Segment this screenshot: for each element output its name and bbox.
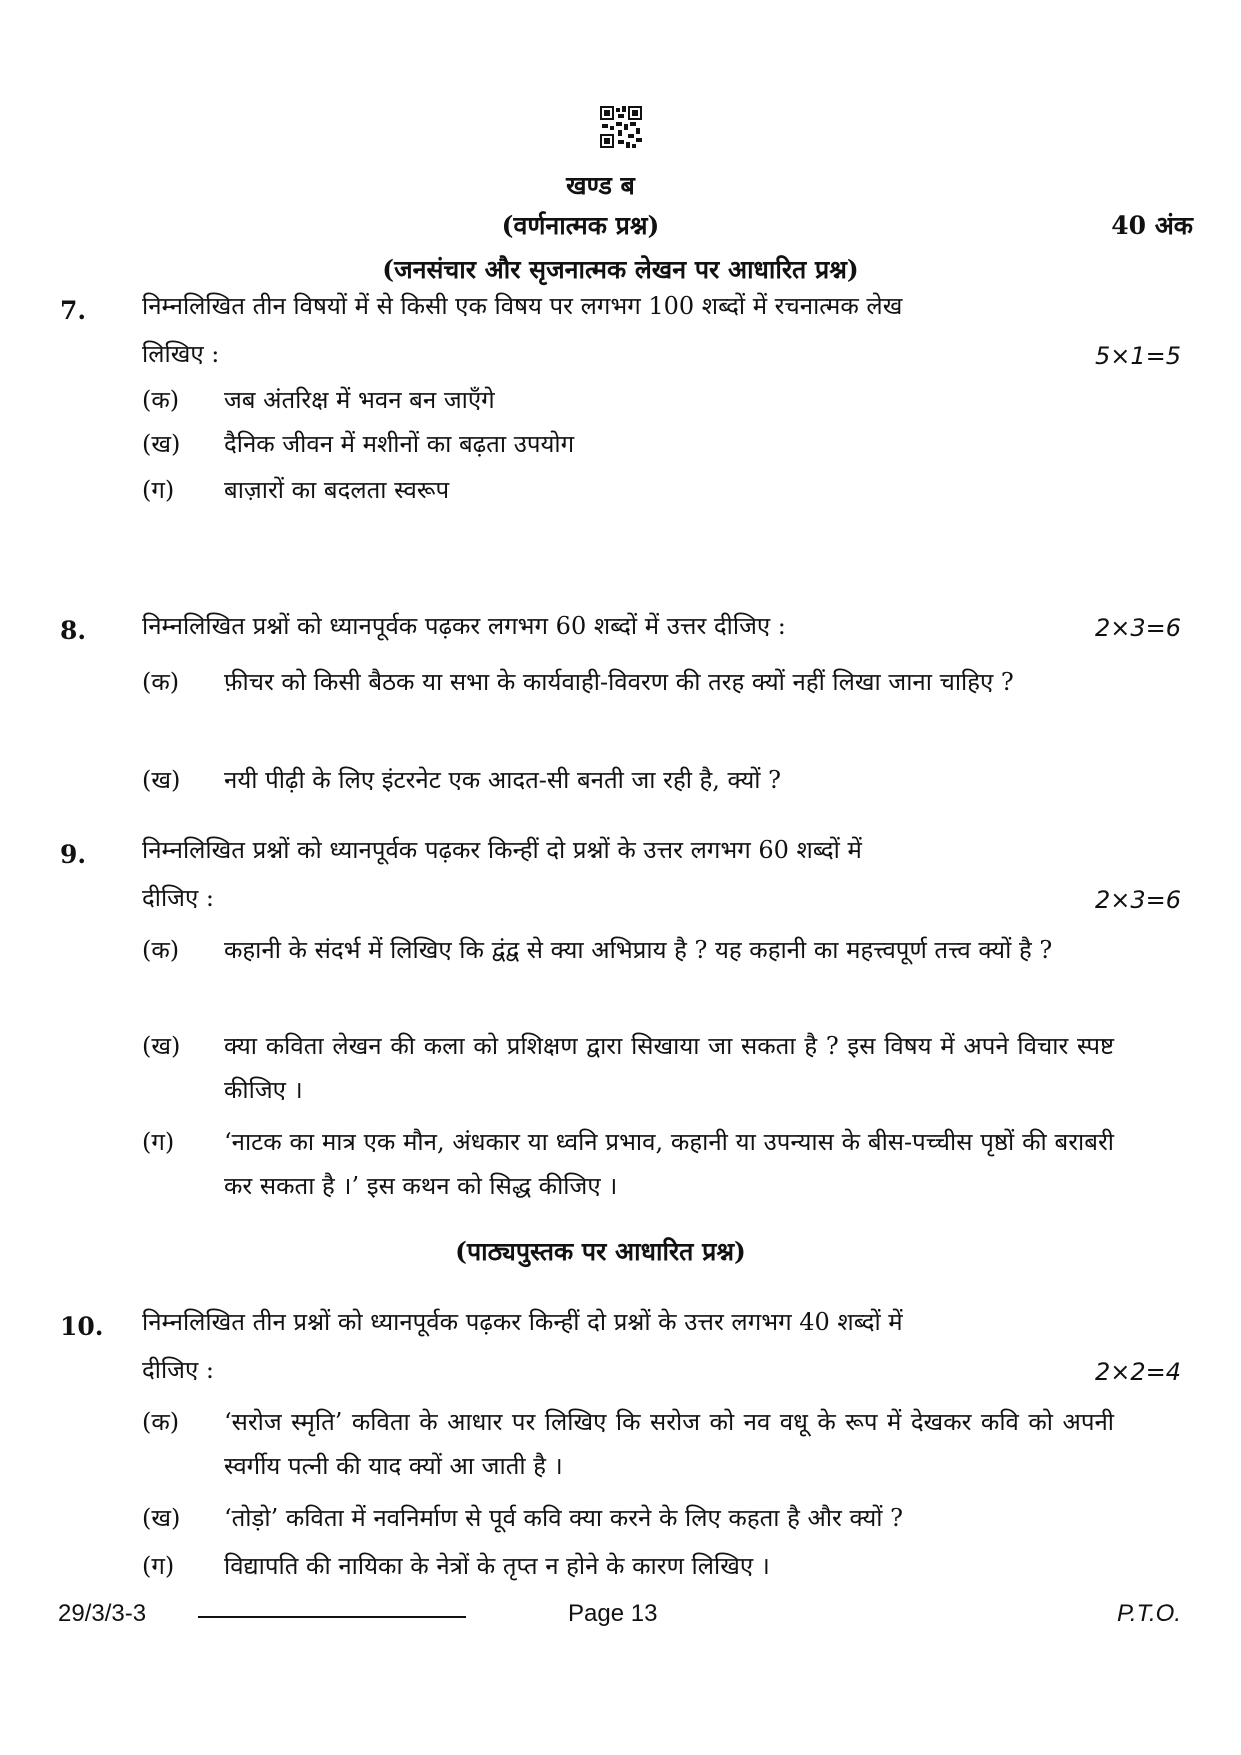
- question-text: [142, 282, 1114, 378]
- option-label: (ग): [142, 476, 175, 504]
- question-text-line: निम्नलिखित तीन प्रश्नों को ध्यानपूर्वक पढ़कर किन्हीं दो प्रश्नों के उत्तर लगभग 40 शब्दों में: [142, 1308, 903, 1336]
- question-text: [142, 602, 1114, 650]
- question-text-line: निम्नलिखित तीन विषयों में से किसी एक विषय पर लगभग 100 शब्दों में रचनात्मक लेख: [142, 292, 903, 320]
- option-label: (क): [142, 668, 180, 696]
- question-text-line: निम्नलिखित प्रश्नों को ध्यानपूर्वक पढ़कर लगभग 60 शब्दों में उत्तर दीजिए :: [142, 612, 786, 640]
- option-label: (ग): [142, 1552, 175, 1580]
- question-number: 10.: [60, 1312, 104, 1341]
- option-label: (ख): [142, 1032, 181, 1060]
- option-text: ‘नाटक का मात्र एक मौन, अंधकार या ध्वनि प्रभाव, कहानी या उपन्यास के बीस-पच्चीस पृष्ठों की बराबरी कर सकता है ।’ इस कथन को सिद्ध कीजिए ।: [224, 1128, 1114, 1200]
- option-text: फ़ीचर को किसी बैठक या सभा के कार्यवाही-विवरण की तरह क्यों नहीं लिखा जाना चाहिए ?: [224, 668, 1014, 696]
- question-text-line: दीजिए :: [142, 884, 214, 912]
- question-text-line: लिखिए :: [142, 340, 220, 368]
- question-marks: 2×3=6: [1094, 886, 1181, 914]
- option-text: जब अंतरिक्ष में भवन बन जाएँगे: [224, 386, 495, 414]
- section-subtitle: (वर्णनात्मक प्रश्न): [501, 211, 660, 240]
- question-marks: 2×2=4: [1094, 1358, 1181, 1386]
- option-text: क्या कविता लेखन की कला को प्रशिक्षण द्वारा सिखाया जा सकता है ? इस विषय में अपने विचार स्पष्ट कीजिए ।: [224, 1032, 1114, 1104]
- option-label: (ग): [142, 1128, 175, 1156]
- option-text: विद्यापति की नायिका के नेत्रों के तृप्त न होने के कारण लिखिए ।: [224, 1552, 770, 1580]
- option-label: (ख): [142, 766, 181, 794]
- option-text: बाज़ारों का बदलता स्वरूप: [224, 476, 450, 504]
- section-title: खण्ड ब: [566, 171, 635, 200]
- option-text: कहानी के संदर्भ में लिखिए कि द्वंद्व से क्या अभिप्राय है ? यह कहानी का महत्त्वपूर्ण तत्त्व क्यों है ?: [224, 936, 1053, 964]
- option-text: ‘तोड़ो’ कविता में नवनिर्माण से पूर्व कवि क्या करने के लिए कहता है और क्यों ?: [224, 1504, 903, 1532]
- footer-divider: [198, 1616, 466, 1618]
- question-text: [142, 1298, 1114, 1394]
- option-label: (ख): [142, 430, 181, 458]
- paper-code: 29/3/3-3: [58, 1600, 147, 1627]
- question-number: 7.: [60, 296, 87, 325]
- question-text-line: दीजिए :: [142, 1356, 214, 1384]
- option-label: (क): [142, 1408, 180, 1436]
- option-text: दैनिक जीवन में मशीनों का बढ़ता उपयोग: [224, 430, 575, 458]
- total-marks: 40 अंक: [1111, 211, 1193, 240]
- question-marks: 2×3=6: [1094, 614, 1181, 642]
- question-number: 9.: [60, 840, 87, 869]
- question-marks: 5×1=5: [1094, 342, 1181, 370]
- option-text: ‘सरोज स्मृति’ कविता के आधार पर लिखिए कि सरोज को नव वधू के रूप में देखकर कवि को अपनी स्वर्गीय पत्नी की याद क्यों आ जाती है ।: [224, 1408, 1114, 1480]
- option-label: (क): [142, 936, 180, 964]
- question-text-line: निम्नलिखित प्रश्नों को ध्यानपूर्वक पढ़कर किन्हीं दो प्रश्नों के उत्तर लगभग 60 शब्दों में: [142, 836, 862, 864]
- option-item: [142, 660, 1114, 750]
- question-text: [142, 826, 1114, 922]
- option-label: (ख): [142, 1504, 181, 1532]
- option-label: (क): [142, 386, 180, 414]
- pto-label: P.T.O.: [1116, 1600, 1181, 1627]
- part2-heading: (पाठ्यपुस्तक पर आधारित प्रश्न): [455, 1237, 746, 1266]
- page-number: Page 13: [568, 1600, 658, 1627]
- part1-heading: (जनसंचार और सृजनात्मक लेखन पर आधारित प्रश्न): [382, 255, 859, 284]
- qr-code-icon: [600, 106, 642, 148]
- question-number: 8.: [60, 616, 87, 645]
- option-text: नयी पीढ़ी के लिए इंटरनेट एक आदत-सी बनती जा रही है, क्यों ?: [224, 766, 782, 794]
